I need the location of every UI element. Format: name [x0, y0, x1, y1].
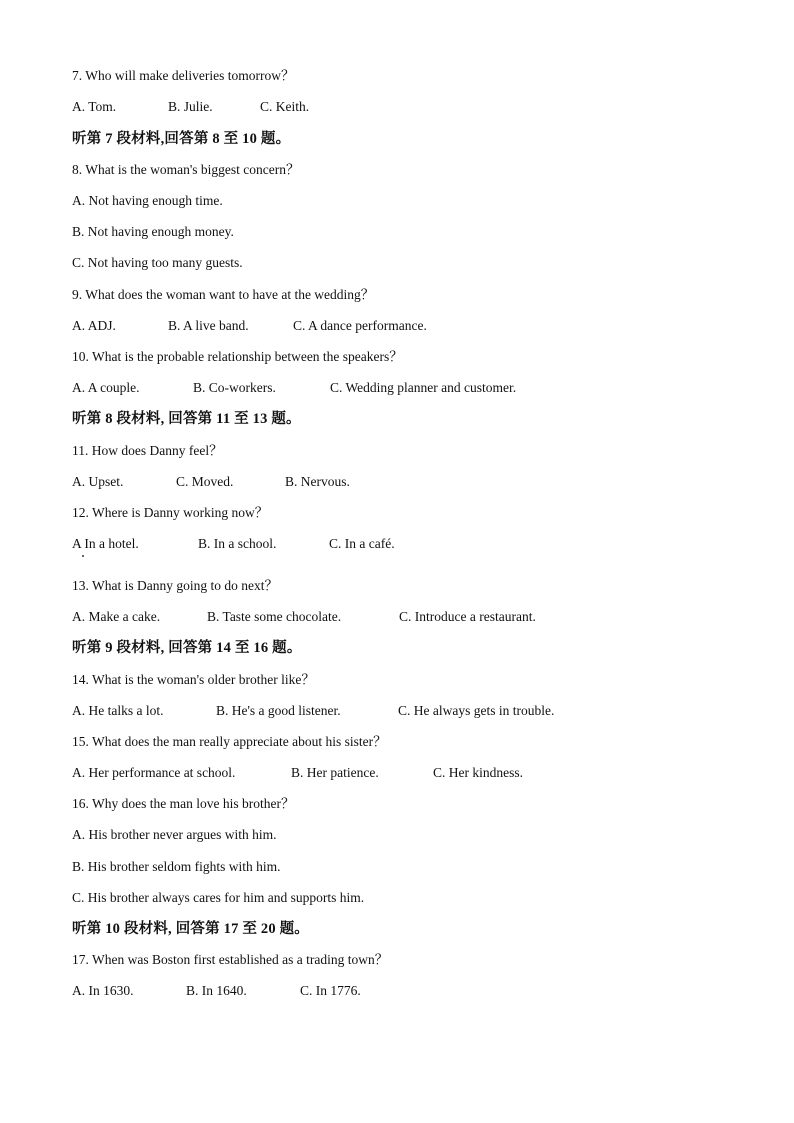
option-b: B. A live band.	[168, 318, 249, 333]
option-c: C. Introduce a restaurant.	[399, 609, 536, 624]
option-b: B. Taste some chocolate.	[207, 609, 342, 624]
option-a: A. Make a cake.	[72, 609, 161, 624]
option-b: B. Nervous.	[285, 474, 350, 489]
option-b: B. Co-workers.	[193, 380, 276, 395]
question-17: 17. When was Boston first established as a trading town？	[72, 952, 389, 967]
section-heading-8: 听第 8 段材料, 回答第 11 至 13 题。	[72, 411, 301, 427]
option-line-q8-b: B. Not having enough money.	[72, 224, 234, 239]
question-13: 13. What is Danny going to do next？	[72, 578, 278, 593]
option-b: B. Julie.	[168, 99, 213, 114]
option-line-q8-a: A. Not having enough time.	[72, 193, 223, 208]
option-c: C. He always gets in trouble.	[398, 703, 555, 718]
question-7: 7. Who will make deliveries tomorrow？	[72, 68, 295, 83]
option-a: A. Upset.	[72, 474, 124, 489]
option-a: A. Tom.	[72, 99, 117, 114]
option-a: A. He talks a lot.	[72, 703, 164, 718]
option-line-q16-b: B. His brother seldom fights with him.	[72, 859, 281, 874]
section-heading-9: 听第 9 段材料, 回答第 14 至 16 题。	[72, 640, 302, 656]
option-c: C. A dance performance.	[293, 318, 427, 333]
option-c: C. In a café.	[329, 536, 395, 551]
option-line-q16-a: A. His brother never argues with him.	[72, 827, 277, 842]
question-12: 12. Where is Danny working now？	[72, 505, 269, 520]
section-heading-7: 听第 7 段材料,回答第 8 至 10 题。	[72, 131, 291, 147]
question-8: 8. What is the woman's biggest concern？	[72, 162, 300, 177]
option-b: B. He's a good listener.	[216, 703, 341, 718]
question-9: 9. What does the woman want to have at the wedding？	[72, 287, 375, 302]
section-heading-10: 听第 10 段材料, 回答第 17 至 20 题。	[72, 921, 309, 937]
question-11: 11. How does Danny feel？	[72, 443, 223, 458]
option-c: C. Keith.	[260, 99, 310, 114]
option-line-q8-c: C. Not having too many guests.	[72, 255, 243, 270]
option-line-q16-c: C. His brother always cares for him and supports him.	[72, 890, 365, 905]
question-15: 15. What does the man really appreciate about his sister？	[72, 734, 387, 749]
option-a: A In a hotel.	[72, 536, 139, 551]
option-a: A. A couple.	[72, 380, 140, 395]
stray-dot-mark	[82, 555, 84, 557]
question-16: 16. Why does the man love his brother？	[72, 796, 295, 811]
option-a: A. In 1630.	[72, 983, 134, 998]
option-c: C. Wedding planner and customer.	[330, 380, 517, 395]
option-a: A. ADJ.	[72, 318, 116, 333]
option-a: A. Her performance at school.	[72, 765, 236, 780]
option-b: B. Her patience.	[291, 765, 379, 780]
option-b: B. In 1640.	[186, 983, 247, 998]
option-c: C. Moved.	[176, 474, 234, 489]
option-c: C. Her kindness.	[433, 765, 523, 780]
question-14: 14. What is the woman's older brother like？	[72, 672, 315, 687]
question-10: 10. What is the probable relationship between the speakers？	[72, 349, 403, 364]
option-c: C. In 1776.	[300, 983, 361, 998]
option-b: B. In a school.	[198, 536, 277, 551]
